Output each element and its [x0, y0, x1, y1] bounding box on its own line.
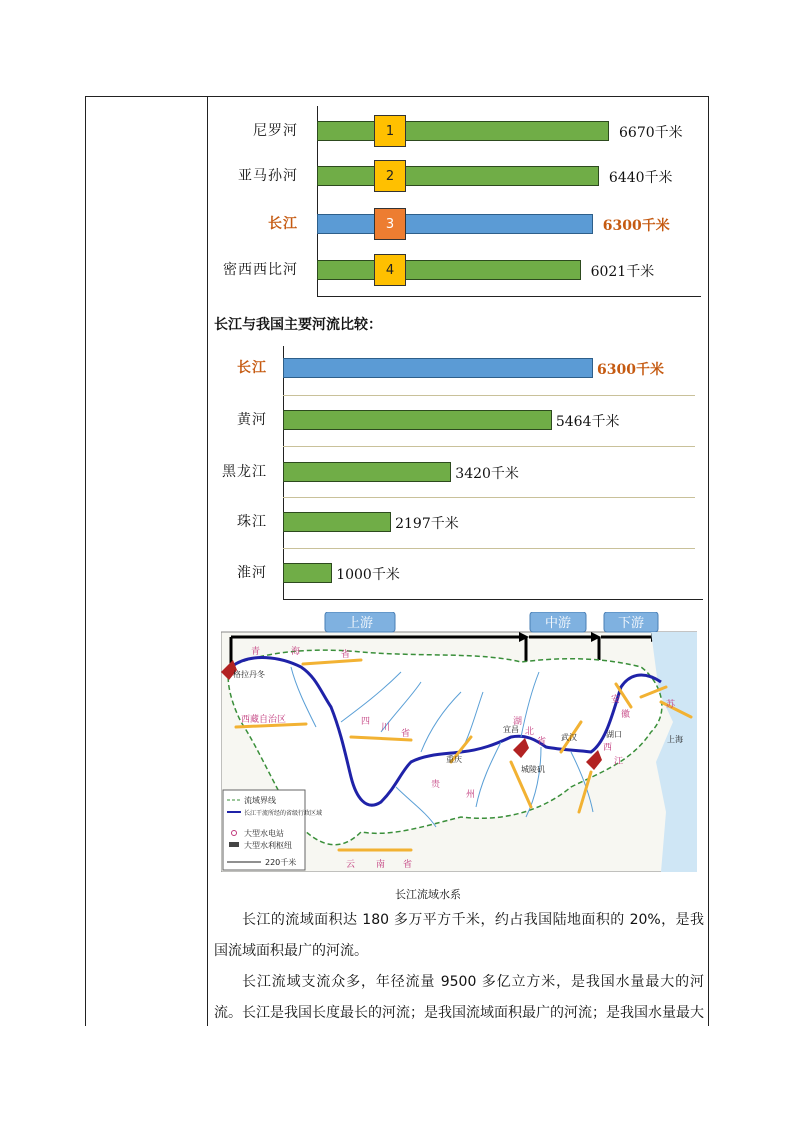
category-label: 尼罗河 — [253, 123, 298, 139]
bar — [283, 410, 552, 430]
section-label-middle: 中游 — [544, 616, 572, 631]
legend-item: 流域界线 — [244, 796, 276, 805]
section-header-middle — [530, 612, 586, 632]
rank-badge: 3 — [374, 208, 406, 240]
map-caption: 长江流域水系 — [395, 888, 461, 901]
province-label: 海 — [291, 647, 301, 657]
value-label: 6440千米 — [608, 170, 673, 186]
paragraph: 长江的流域面积达 180 多万平方千米，约占我国陆地面积的 20%，是我国流域面积最广的河流。 — [214, 912, 704, 959]
rank-badge: 2 — [374, 160, 406, 192]
bar — [283, 563, 332, 583]
rank-badge: 1 — [374, 115, 406, 147]
value-label: 2197千米 — [395, 516, 459, 532]
chart1-x-axis — [317, 296, 701, 297]
province-label: 省 — [537, 737, 547, 747]
province-label: 省 — [401, 729, 411, 739]
province-label: 省 — [403, 860, 413, 870]
place-label: 重庆 — [446, 755, 462, 764]
value-label: 6021千米 — [590, 264, 655, 280]
gridline — [283, 446, 695, 447]
gridline — [283, 497, 695, 498]
chart2-x-axis — [283, 599, 703, 600]
place-label: 武汉 — [561, 733, 577, 742]
province-label: 北 — [525, 727, 535, 737]
paragraph: 长江流域支流众多，年径流量 9500 多亿立方米，是我国水量最大的河流。 — [214, 974, 704, 1021]
province-label: 云 — [346, 860, 356, 870]
value-label: 5464千米 — [555, 414, 620, 430]
legend-item: 大型水电站 — [244, 829, 284, 838]
place-label: 城陵矶 — [521, 765, 545, 774]
category-label: 黄河 — [237, 412, 267, 428]
province-label: 省 — [341, 650, 351, 660]
province-label: 贵 — [431, 780, 441, 790]
category-label: 长江 — [237, 360, 267, 376]
place-label: 湖口 — [606, 730, 622, 739]
category-label: 黑龙江 — [222, 464, 267, 480]
value-label: 6670千米 — [619, 125, 683, 141]
rank-badge: 4 — [374, 254, 406, 286]
yangtze-basin-map — [221, 612, 697, 872]
province-label: 西藏自治区 — [241, 715, 287, 725]
province-label: 南 — [376, 860, 386, 870]
category-label: 亚马孙河 — [238, 168, 298, 184]
province-label: 湖 — [513, 717, 523, 727]
value-label: 6300千米 — [602, 218, 670, 234]
bar — [317, 214, 593, 234]
bar — [317, 166, 599, 186]
bar — [317, 260, 581, 280]
province-label: 苏 — [666, 700, 676, 710]
section-header-upper — [325, 612, 395, 632]
bar — [283, 512, 391, 532]
table-column-divider — [207, 96, 208, 1026]
legend-item: 长江干流所经的省级行政区域 — [244, 810, 323, 817]
paragraph: 长江是我国长度最长的河流；是我国流域面积最广的河流；是我国水量最大 — [242, 1005, 704, 1021]
province-label: 四 — [361, 717, 371, 727]
bar — [317, 121, 609, 141]
gridline — [283, 548, 695, 549]
section-label-upper: 上游 — [346, 616, 374, 631]
bar — [283, 462, 451, 482]
map-scale: 220千米 — [265, 858, 297, 867]
province-label: 青 — [251, 647, 261, 657]
category-label: 密西西比河 — [223, 262, 298, 278]
bar — [283, 358, 593, 378]
province-label: 徽 — [621, 710, 631, 720]
place-label: 格拉丹冬 — [233, 670, 265, 679]
province-label: 江 — [614, 757, 624, 767]
value-label: 1000千米 — [336, 567, 400, 583]
category-label: 珠江 — [237, 514, 267, 530]
section-label-lower: 下游 — [617, 616, 645, 631]
gridline — [283, 395, 695, 396]
place-label: 上海 — [667, 735, 683, 744]
value-label: 3420千米 — [455, 466, 519, 482]
province-label: 州 — [466, 790, 476, 800]
province-label: 安 — [611, 695, 621, 705]
category-label: 长江 — [268, 216, 298, 232]
province-label: 川 — [381, 723, 391, 733]
province-label: 西 — [603, 743, 613, 753]
legend-item: 大型水利枢纽 — [244, 841, 292, 850]
section-header-lower — [604, 612, 658, 632]
chart2-title: 长江与我国主要河流比较： — [214, 317, 382, 333]
value-label: 6300千米 — [597, 362, 664, 378]
place-label: 宜昌 — [503, 725, 519, 734]
category-label: 淮河 — [237, 565, 267, 581]
